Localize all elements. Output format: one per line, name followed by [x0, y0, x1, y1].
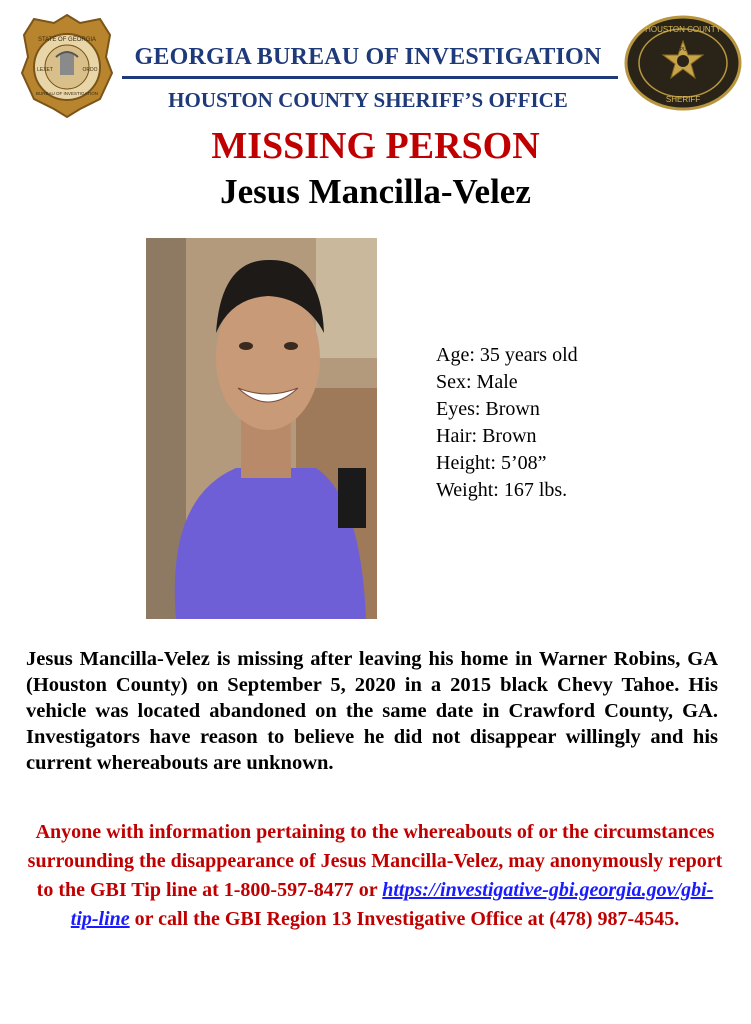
gbi-badge-icon	[20, 13, 114, 119]
agency-primary-title: GEORGIA BUREAU OF INVESTIGATION	[134, 44, 602, 70]
contact-info	[26, 818, 724, 934]
agency-secondary-title: HOUSTON COUNTY SHERIFF’S OFFICE	[168, 88, 568, 112]
detail-weight: Weight: 167 lbs.	[436, 479, 568, 501]
sheriff-badge-text-top: HOUSTON COUNTY	[645, 25, 721, 34]
detail-age: Age: 35 years old	[436, 344, 578, 366]
badge-text-right: ORDO	[82, 67, 98, 73]
person-details	[436, 342, 578, 504]
detail-eyes: Eyes: Brown	[436, 398, 540, 420]
alert-title: MISSING PERSON	[211, 125, 540, 167]
sheriff-badge-text-bottom: SHERIFF	[665, 95, 701, 104]
badge-text-bottom: BUREAU OF INVESTIGATION	[36, 91, 98, 96]
tip-line-link[interactable]: https://investigative-gbi.georgia.gov/gbi-tip-line	[70, 879, 714, 930]
badge-text-top: STATE OF GEORGIA	[37, 37, 97, 43]
contact-text-after-link: or call the GBI Region 13 Investigative Office at (478) 987-4545.	[129, 908, 680, 930]
sheriff-badge-text-middle: DEPUTY	[672, 47, 694, 53]
contact-text-before-link: Anyone with information pertaining to the whereabouts of or the circumstances surrounding the disappearance of Jesus Mancilla-Velez, may anonymously report to the GBI Tip line at 1-800-597-8477 or	[27, 821, 723, 901]
detail-sex: Sex: Male	[436, 371, 518, 393]
case-description: Jesus Mancilla-Velez is missing after leaving his home in Warner Robins, GA (Houston County) on September 5, 2020 in a 2015 black Chevy Tahoe. His vehicle was located abandoned on the same date in Crawford County, GA. Investigators have reason to believe he did not disappear willingly and his current whereabouts are unknown.	[26, 648, 718, 774]
detail-hair: Hair: Brown	[436, 425, 537, 447]
sheriff-badge-icon	[624, 15, 742, 112]
person-name: Jesus Mancilla-Velez	[220, 172, 531, 211]
header-divider	[122, 76, 618, 79]
person-photo	[146, 238, 377, 619]
detail-height: Height: 5’08”	[436, 452, 547, 474]
badge-text-left: LEXET	[37, 67, 53, 73]
